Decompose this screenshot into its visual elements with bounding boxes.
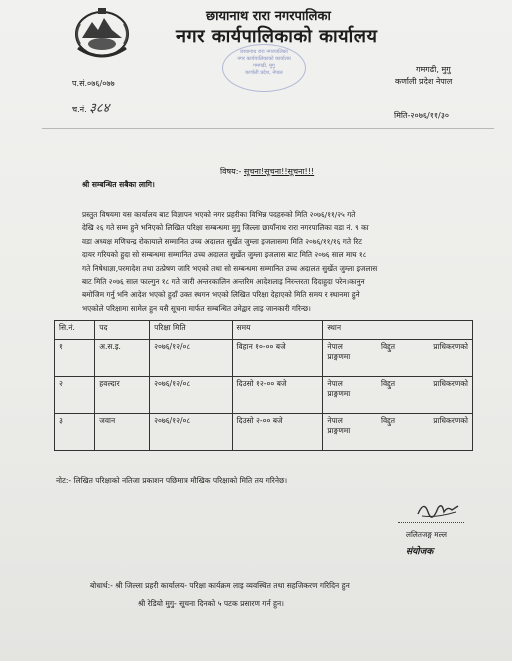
header-place: स्थान <box>323 321 473 340</box>
place-word: नेपाल <box>327 342 343 351</box>
place-line-2: प्राङ्गणमा <box>327 352 351 361</box>
table-row <box>55 414 473 451</box>
cc-label: बोधार्थ:- <box>90 581 113 590</box>
addressee: श्री सम्बन्धित सबैका लागि। <box>82 180 155 189</box>
place-word: विद्दुत <box>381 379 396 388</box>
cell-place <box>323 414 473 451</box>
body-line: भएकोले परिक्षामा सामेल हुन यसै सूचना मार्फत सम्बन्धित उमेद्वार लाइ जानकारी गरिन्छ। <box>82 303 311 313</box>
cell-date: २०७६/१२/०८ <box>150 377 232 414</box>
table-row <box>55 377 473 414</box>
cell-time: विहान १०-०० बजे <box>232 340 323 377</box>
header-time: समय <box>232 321 323 340</box>
subject-label: विषय:- <box>220 167 242 176</box>
seal-line: छायानाथ रारा नगरपालिका <box>240 49 288 55</box>
place-word: नेपाल <box>327 379 343 388</box>
cell-place <box>323 377 473 414</box>
dispatch-label: च.नं. <box>72 105 87 114</box>
body-line: दायर गरियको हुदा सो सम्बन्धमा सम्मानित उच्च अदालत सुर्खेत जुम्ला इजलास बाट मिति २०७६ साल माघ १८ <box>82 250 367 260</box>
place-line <box>327 379 468 389</box>
seal-line: गमगढी, मुगु <box>253 63 275 69</box>
address-line-1: गमगढी, मुगु <box>416 65 451 74</box>
body-line: देखि २६ गते सम्म हुने भनिएको लिखित परिक्षा सम्बन्धमा मुगु जिल्ला छायाँनाथ रारा नगरपालिका वडा नं. ९ का <box>82 223 369 233</box>
cell-date: २०७६/१२/०८ <box>150 340 232 377</box>
cell-post: अ.स.इ. <box>95 340 150 377</box>
place-word: प्राधिकरणको <box>433 379 468 388</box>
cell-date: २०७६/१२/०८ <box>150 414 232 451</box>
subject-text: सूचना!सूचना!!सूचना!!! <box>243 167 315 176</box>
nepal-emblem-icon <box>70 4 134 62</box>
place-word: विद्दुत <box>381 416 396 425</box>
note-text: नोट:- लिखित परिक्षाको नतिजा प्रकाशन पछिमात्र मौखिक परिक्षाको मिति तय गरिनेछ। <box>56 476 288 485</box>
header-exam-date: परिक्षा मिति <box>150 321 232 340</box>
body-paragraph <box>82 208 484 315</box>
seal-line: कर्णाली प्रदेश, नेपाल <box>245 70 283 76</box>
cell-serial: १ <box>55 340 95 377</box>
cell-place <box>323 340 473 377</box>
cell-time: दिउसो १२-०० बजे <box>232 377 323 414</box>
cc-recipient-1: श्री जिल्ला प्रहरी कार्यालय- परिक्षा कार्यक्रम लाइ व्यवस्थित तथा सहजिकरण गरिदिन हुन <box>115 581 350 590</box>
signature-line <box>398 522 464 523</box>
signatory-title: संयोजक <box>406 547 434 557</box>
exam-schedule-table <box>54 320 473 451</box>
place-word: प्राधिकरणको <box>433 416 468 425</box>
place-line <box>327 416 468 426</box>
place-word: विद्दुत <box>381 342 396 351</box>
body-line: प्रस्तुत विषयमा यस कार्यालय बाट विज्ञापन भएको नगर प्रहरीका विभिन्न पदहरुको मिति २०७६/११/२५ गते <box>82 210 356 219</box>
cell-time: दिउसो २-०० बजे <box>232 414 323 451</box>
header-post: पद <box>95 321 150 340</box>
place-word: प्राधिकरणको <box>433 342 468 351</box>
body-line: गते निषेधाज्ञा,परमादेश तथा उत्प्रेषण जारि भएको तथा सो सम्बन्धमा सम्मानित उच्च अदालत सुर्खेत जुम्ला इजलास <box>82 263 378 273</box>
body-line: बमोजिम गर्नु भनि आदेश भएको हुदाँ उक्त स्थगन भएको लिखित परिक्षा देहाएको मिति समय र स्थानमा हुने <box>82 290 360 300</box>
address-line-2: कर्णाली प्रदेश नेपाल <box>395 77 453 86</box>
place-line-2: प्राङ्गणमा <box>327 426 351 435</box>
cell-serial: ३ <box>55 414 95 451</box>
place-word: नेपाल <box>327 416 343 425</box>
office-seal <box>222 44 306 92</box>
signatory-name: ललितजङ्ग मल्ल <box>406 530 447 539</box>
signature-scrawl-icon <box>416 498 460 520</box>
subject-line <box>220 166 314 177</box>
cc-line-1 <box>90 581 350 591</box>
cell-post: हवल्दार <box>95 377 150 414</box>
table-header-row <box>55 321 473 340</box>
place-line <box>327 342 468 352</box>
body-line: वडा अध्यक्ष मणिचन्द्र रोकायाले सम्मानित उच्च अदालत सुर्खेत जुम्ला इजलासमा मिति २०७६/११/१६ गते रिट <box>82 236 362 246</box>
header-divider <box>42 128 494 129</box>
table-row <box>55 340 473 377</box>
dispatch-value: ३८४ <box>89 101 110 116</box>
cell-post: जवान <box>95 414 150 451</box>
reference-number: प.सं.०७६/०७७ <box>72 79 115 88</box>
cc-recipient-2: श्री रेडियो मुगु- सूचना दिनको ५ पटक प्रसारण गर्न हुन। <box>138 599 285 608</box>
dispatch-number <box>72 98 109 116</box>
municipality-name: छायानाथ रारा नगरपालिका <box>206 9 331 24</box>
letter-date: मिति-२०७६/११/३० <box>394 111 450 120</box>
place-line-2: प्राङ्गणमा <box>327 389 351 398</box>
seal-line: नगर कार्यपालिकाको कार्यालय <box>237 56 291 62</box>
body-line: बाट मिति २०७६ साल फाल्गुन १८ गते जारी अन्तरकालिन अन्तरिम आदेशलाइ निरन्तरता दिदाहुदा परेन।कानुन <box>82 277 365 287</box>
cell-serial: २ <box>55 377 95 414</box>
office-name: नगर कार्यपालिकाको कार्यालय <box>176 26 378 47</box>
header-serial: सि.नं. <box>55 321 95 340</box>
